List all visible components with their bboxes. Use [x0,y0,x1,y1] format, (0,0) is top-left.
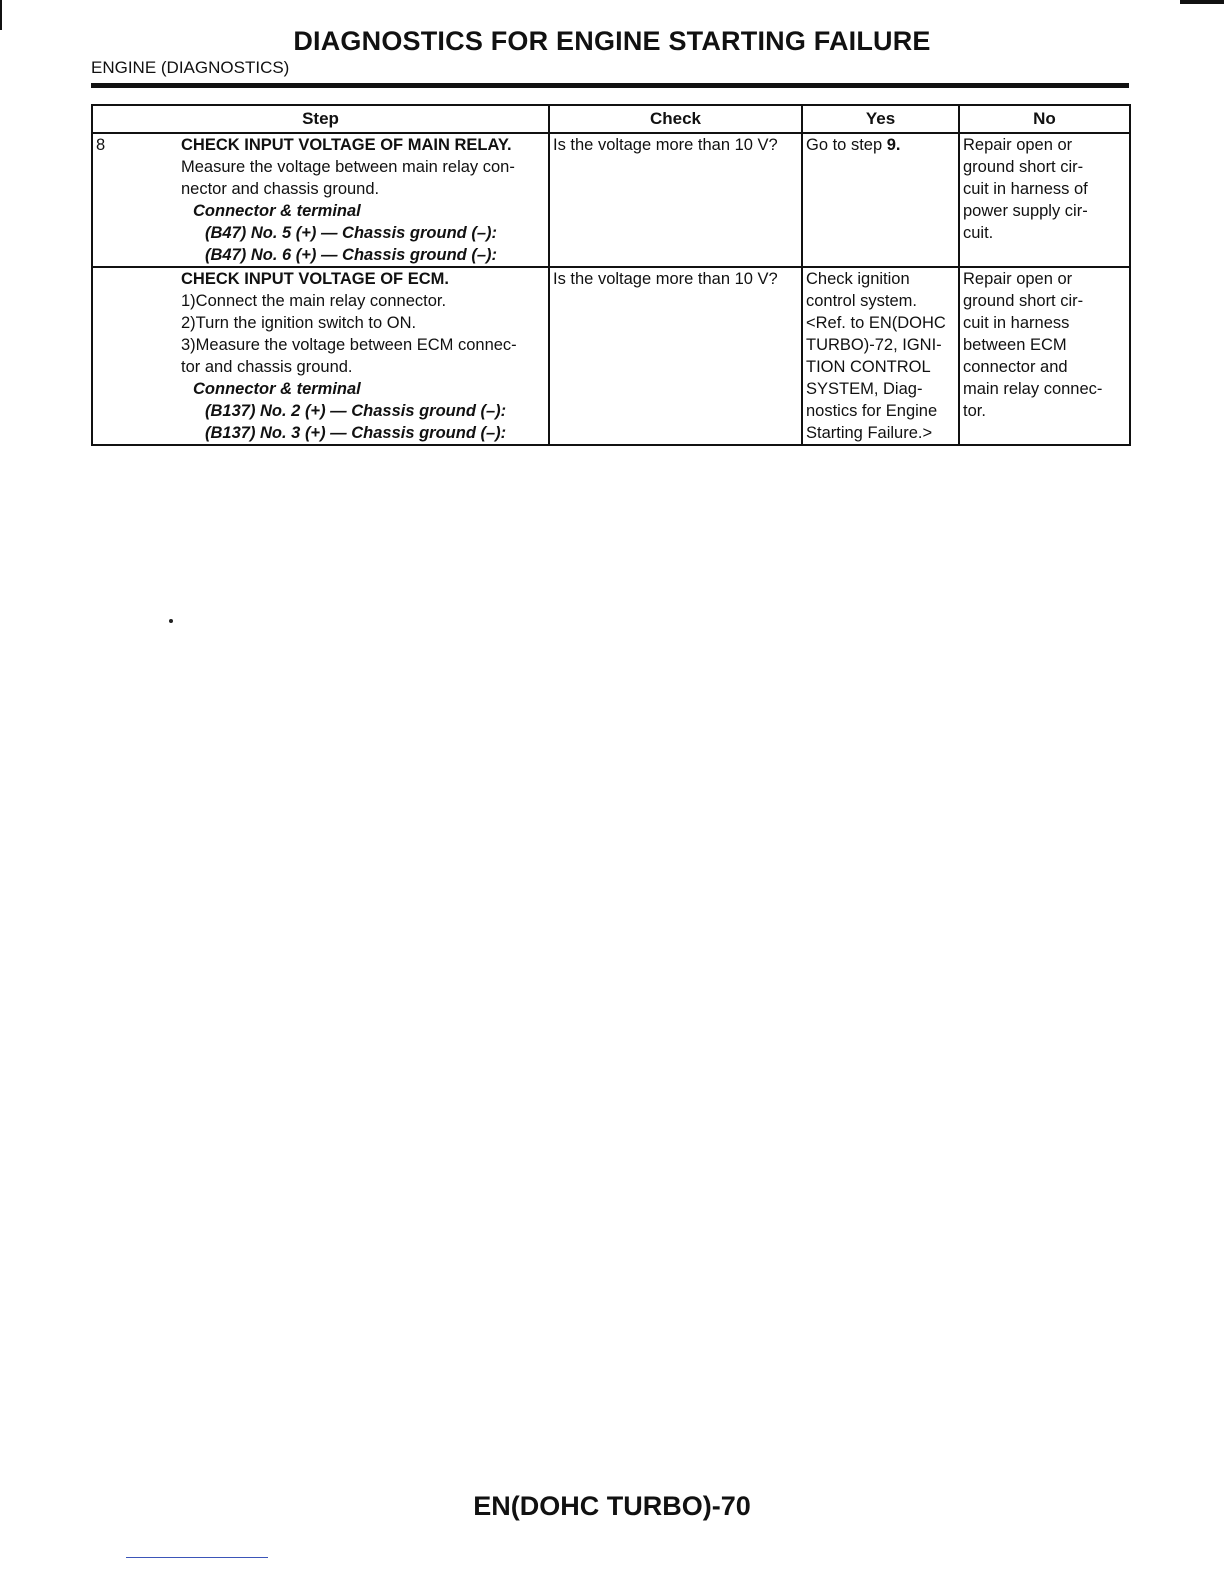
footer-rule [126,1557,268,1558]
step-cell [92,267,549,445]
yes-cell [802,133,959,267]
check-cell [549,267,802,445]
step-text-line: nector and chassis ground. [181,180,380,198]
no-text-line: power supply cir- [963,202,1088,220]
scan-corner-mark [1180,0,1224,4]
step-number: 8 [96,136,106,154]
page-footer-code: EN(DOHC TURBO)-70 [473,1491,751,1521]
step-cell [92,133,549,267]
step-text-line: 2)Turn the ignition switch to ON. [181,314,417,332]
no-text-line: ground short cir- [963,158,1084,176]
yes-text: Go to step [806,136,887,154]
header-rule [91,83,1129,88]
step-heading: CHECK INPUT VOLTAGE OF MAIN RELAY. [181,136,512,154]
column-header-step: Step [92,105,549,133]
column-header-check: Check [549,105,802,133]
diagnostics-table [91,104,1131,446]
table-row [92,267,1130,445]
connector-label: Connector & terminal [193,202,361,220]
no-cell [959,267,1130,445]
no-text-line: tor. [963,402,986,420]
connector-terminal: (B137) No. 3 (+) — Chassis ground (–): [205,424,507,442]
step-text-line: 1)Connect the main relay connector. [181,292,447,310]
no-text-line: cuit. [963,224,994,242]
column-header-yes: Yes [802,105,959,133]
check-cell [549,133,802,267]
step-heading: CHECK INPUT VOLTAGE OF ECM. [181,270,449,288]
no-text-line: cuit in harness of [963,180,1088,198]
yes-text-line: SYSTEM, Diag- [806,380,923,398]
yes-text-line: TION CONTROL [806,358,931,376]
no-text-line: main relay connec- [963,380,1103,398]
page-title: DIAGNOSTICS FOR ENGINE STARTING FAILURE [293,26,931,56]
no-text-line: Repair open or [963,136,1073,154]
connector-terminal: (B47) No. 5 (+) — Chassis ground (–): [205,224,497,242]
table-row [92,133,1130,267]
step-text-line: tor and chassis ground. [181,358,353,376]
yes-text-line: <Ref. to EN(DOHC [806,314,946,332]
column-header-no: No [959,105,1130,133]
step-body [181,134,548,266]
no-text-line: connector and [963,358,1068,376]
section-label: ENGINE (DIAGNOSTICS) [91,58,290,77]
yes-text-line: TURBO)-72, IGNI- [806,336,942,354]
no-text-line: Repair open or [963,270,1073,288]
yes-step-ref: 9. [886,136,901,154]
yes-text-line: control system. [806,292,917,310]
no-cell [959,133,1130,267]
connector-terminal: (B47) No. 6 (+) — Chassis ground (–): [205,246,497,264]
step-text-line: Measure the voltage between main relay con- [181,158,515,176]
yes-text-line: Starting Failure.> [806,424,933,442]
step-text-line: 3)Measure the voltage between ECM connec- [181,336,517,354]
check-question: Is the voltage more than 10 V? [553,270,778,288]
step-body [181,268,548,444]
table-header-row [92,105,1130,133]
no-text-line: between ECM [963,336,1067,354]
yes-text-line: Check ignition [806,270,910,288]
no-text-line: cuit in harness [963,314,1070,332]
connector-terminal: (B137) No. 2 (+) — Chassis ground (–): [205,402,507,420]
stray-dot [169,619,173,623]
check-question: Is the voltage more than 10 V? [553,136,778,154]
connector-label: Connector & terminal [193,380,361,398]
yes-cell [802,267,959,445]
no-text-line: ground short cir- [963,292,1084,310]
yes-text-line: nostics for Engine [806,402,938,420]
